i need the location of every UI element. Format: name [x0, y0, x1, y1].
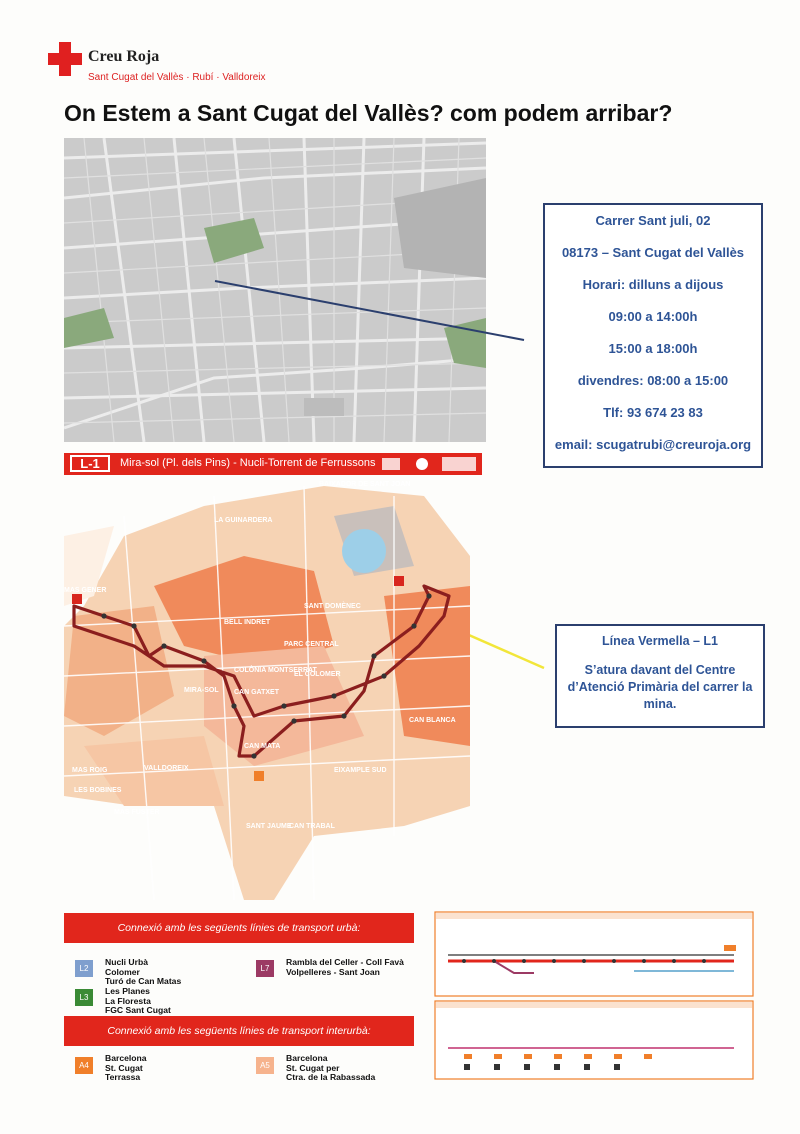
hours-friday: divendres: 08:00 a 15:00	[577, 373, 729, 388]
address-pointer-line	[215, 281, 524, 340]
l3-stops: Les Planes La Floresta FGC Sant Cugat	[105, 986, 171, 1015]
area-label: SANT DOMÈNEC	[304, 603, 361, 610]
line-badge-a4: A4	[75, 1057, 93, 1074]
area-label: PARC CENTRAL	[284, 641, 339, 648]
area-label: MAS ROIG	[72, 767, 108, 774]
a4-stops: Barcelona St. Cugat Terrassa	[105, 1053, 147, 1082]
area-label: CAN TRABAL	[289, 823, 335, 830]
address-street: Carrer Sant juli, 02	[595, 213, 711, 228]
email-address: email: scugatrubi@creuroja.org	[554, 437, 752, 452]
org-subtitle: Sant Cugat del Vallès · Rubí · Valldoreix	[88, 72, 266, 83]
page-title: On Estem a Sant Cugat del Vallès? com podem arribar?	[64, 100, 673, 126]
area-label: CAN MATA	[244, 743, 281, 750]
line-code-badge: L-1	[70, 455, 110, 472]
area-label: LA GUINARDERA	[214, 517, 273, 524]
l7-stops: Rambla del Celler - Coll Favà Volpelleres - Sant Joan	[286, 957, 404, 977]
area-label: BAIXADOR DE SANT JOAN	[319, 481, 411, 488]
hours-heading: Horari: dilluns a dijous	[582, 277, 724, 292]
area-label: MAS FUSTER	[114, 809, 160, 816]
bus-route-map	[64, 476, 470, 900]
l1-title-bar	[64, 453, 482, 475]
area-label: CAN BLANCA	[409, 717, 456, 724]
address-postcode: 08173 – Sant Cugat del Vallès	[561, 245, 745, 260]
callout-title: Línea Vermella – L1	[601, 634, 719, 648]
area-label: VALLDOREIX	[144, 765, 189, 772]
area-label: MAS GENER	[64, 587, 107, 594]
area-label: LES BOBINES	[74, 787, 122, 794]
phone-number: Tlf: 93 674 23 83	[603, 405, 703, 420]
line-route-title: Mira-sol (Pl. dels Pins) - Nucli-Torrent de Ferrussons	[120, 457, 376, 469]
area-label: SANT JAUME	[246, 823, 292, 830]
hours-morning: 09:00 a 14:00h	[608, 309, 698, 324]
line-badge-l3: L3	[75, 989, 93, 1006]
area-label: EL COLOMER	[294, 671, 341, 678]
line-badge-l2: L2	[75, 960, 93, 977]
route-schematic-bottom	[434, 1000, 754, 1080]
area-label: COLÒNIA MONTSERRAT	[234, 667, 317, 674]
area-label: BELL INDRET	[224, 619, 271, 626]
line-badge-l7: L7	[256, 960, 274, 977]
a5-stops: Barcelona St. Cugat per Ctra. de la Rabassada	[286, 1053, 376, 1082]
line-badge-a5: A5	[256, 1057, 274, 1074]
org-name: Creu Roja	[88, 48, 160, 65]
interurban-connections-heading: Connexió amb les següents línies de transport interurbà:	[64, 1016, 414, 1046]
callout-description: S’atura davant del Centre d’Atenció Primària del carrer la mina.	[567, 663, 753, 711]
route-schematic-top	[434, 911, 754, 997]
l2-stops: Nucli Urbà Colomer Turó de Can Matas	[105, 957, 182, 986]
area-label: EIXAMPLE SUD	[334, 767, 387, 774]
hours-afternoon: 15:00 a 18:00h	[608, 341, 698, 356]
operator-logos	[382, 456, 478, 472]
line-callout-box	[555, 624, 765, 728]
area-label: MIRA-SOL	[184, 687, 219, 694]
area-label: CAN GATXET	[234, 689, 279, 696]
urban-connections-heading: Connexió amb les següents línies de transport urbà:	[64, 913, 414, 943]
